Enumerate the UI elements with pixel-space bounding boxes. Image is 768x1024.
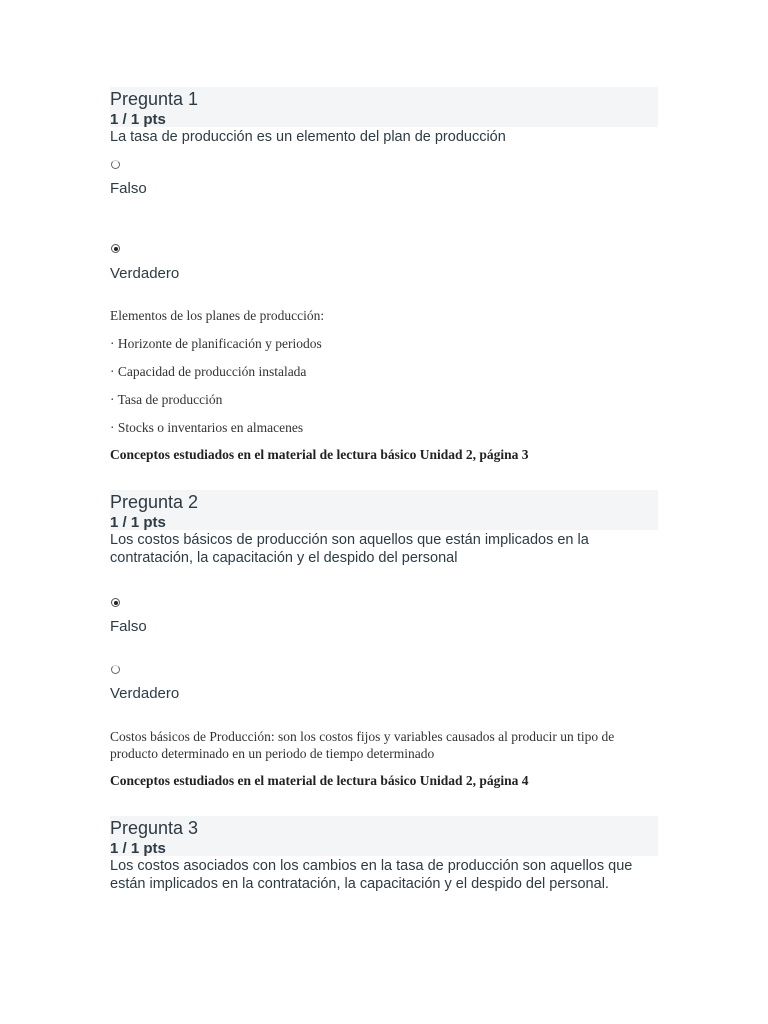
question-2-text: Los costos básicos de producción son aquellos que están implicados en la contratación, la capacitación y el despido del personal: [110, 532, 589, 566]
question-1-feedback-line: · Horizonte de planificación y periodos: [110, 336, 322, 351]
question-2-feedback-line: Costos básicos de Producción: son los costos fijos y variables causados al producir un tipo de producto determinado en un periodo de tiempo determinado: [110, 729, 615, 761]
question-1-option-verdadero-radio[interactable]: [111, 244, 120, 253]
question-2-title: Pregunta 2: [110, 492, 199, 512]
question-2-option-falso-label[interactable]: Falso: [110, 618, 147, 635]
question-1-feedback-line: · Capacidad de producción instalada: [110, 364, 307, 379]
question-2-reference: Conceptos estudiados en el material de lectura básico Unidad 2, página 4: [110, 773, 529, 788]
question-1-option-falso-radio[interactable]: [111, 160, 120, 169]
question-1-option-verdadero-label[interactable]: Verdadero: [110, 265, 180, 282]
question-1-feedback-line: · Tasa de producción: [110, 392, 223, 407]
question-2-points: 1 / 1 pts: [110, 514, 166, 531]
question-2-option-verdadero-label[interactable]: Verdadero: [110, 685, 180, 702]
question-3-header: [110, 816, 658, 856]
question-1-option-falso-label[interactable]: Falso: [110, 180, 147, 197]
question-3-points: 1 / 1 pts: [110, 840, 166, 857]
question-1-reference: Conceptos estudiados en el material de lectura básico Unidad 2, página 3: [110, 447, 529, 462]
question-2-option-falso-radio[interactable]: [111, 598, 120, 607]
question-1-feedback-line: · Stocks o inventarios en almacenes: [110, 420, 304, 435]
question-1-text: La tasa de producción es un elemento del plan de producción: [110, 129, 506, 145]
question-3-title: Pregunta 3: [110, 818, 199, 838]
question-1-points: 1 / 1 pts: [110, 111, 166, 128]
question-2-header: [110, 490, 658, 530]
question-1-title: Pregunta 1: [110, 89, 199, 109]
question-1-feedback-line: Elementos de los planes de producción:: [110, 308, 325, 323]
question-2-option-verdadero-radio[interactable]: [111, 665, 120, 674]
question-1-header: [110, 87, 658, 127]
question-3-text: Los costos asociados con los cambios en la tasa de producción son aquellos que están implicados en la contratación, la capacitación y el despido del personal.: [110, 858, 633, 892]
